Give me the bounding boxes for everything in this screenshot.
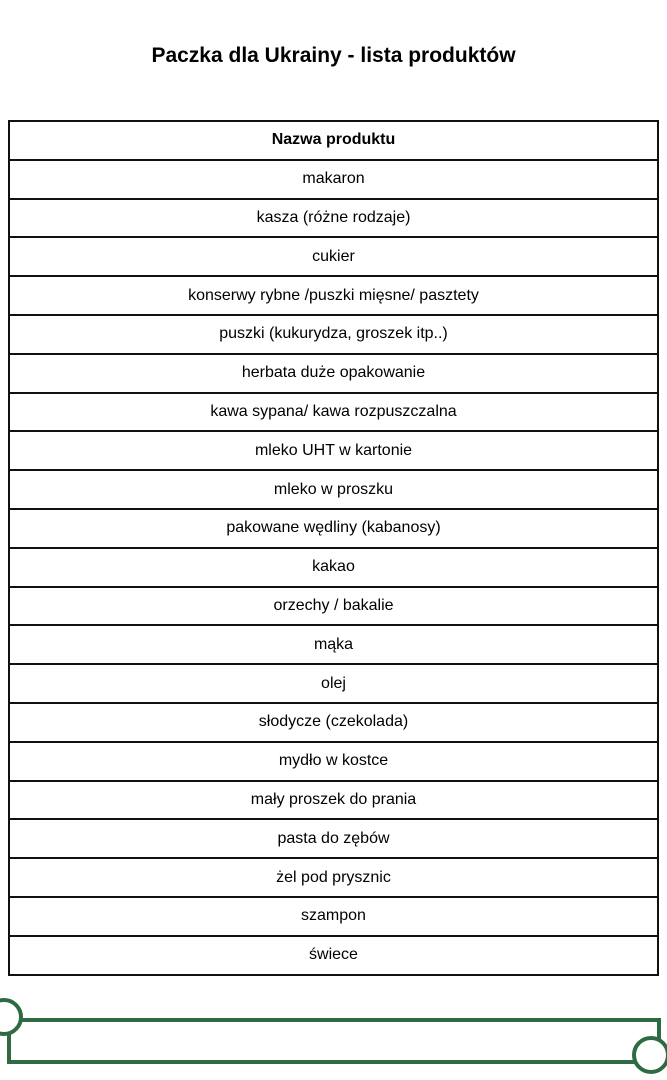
table-row	[9, 470, 658, 509]
product-cell[interactable]: mydło w kostce	[9, 742, 658, 781]
table-row	[9, 703, 658, 742]
product-cell[interactable]: mleko UHT w kartonie	[9, 431, 658, 470]
table-row	[9, 587, 658, 626]
table-row	[9, 742, 658, 781]
table-row	[9, 509, 658, 548]
table-row	[9, 897, 658, 936]
table-row	[9, 237, 658, 276]
product-cell[interactable]: szampon	[9, 897, 658, 936]
product-cell[interactable]: kakao	[9, 548, 658, 587]
product-cell[interactable]: kawa sypana/ kawa rozpuszczalna	[9, 393, 658, 432]
selection-handle-top-left[interactable]	[0, 998, 23, 1036]
product-cell[interactable]: żel pod prysznic	[9, 858, 658, 897]
selection-handle-bottom-right[interactable]	[632, 1036, 667, 1074]
product-cell[interactable]: makaron	[9, 160, 658, 199]
table-row	[9, 393, 658, 432]
table-row	[9, 199, 658, 238]
table-row	[9, 315, 658, 354]
table-row	[9, 354, 658, 393]
page-title: Paczka dla Ukrainy - lista produktów	[151, 44, 516, 67]
product-table	[8, 120, 659, 976]
table-row	[9, 664, 658, 703]
product-cell[interactable]: pakowane wędliny (kabanosy)	[9, 509, 658, 548]
table-row	[9, 276, 658, 315]
product-cell[interactable]: mąka	[9, 625, 658, 664]
column-header-product-name[interactable]: Nazwa produktu	[9, 121, 658, 160]
product-cell[interactable]: olej	[9, 664, 658, 703]
table-row	[9, 858, 658, 897]
product-cell[interactable]: słodycze (czekolada)	[9, 703, 658, 742]
table-header-row	[9, 121, 658, 160]
product-cell[interactable]: mały proszek do prania	[9, 781, 658, 820]
table-row	[9, 781, 658, 820]
table-row	[9, 160, 658, 199]
product-cell[interactable]: orzechy / bakalie	[9, 587, 658, 626]
table-row	[9, 819, 658, 858]
table-row	[9, 548, 658, 587]
product-cell-selected[interactable]: świece	[9, 936, 658, 975]
product-cell[interactable]: kasza (różne rodzaje)	[9, 199, 658, 238]
product-cell[interactable]: herbata duże opakowanie	[9, 354, 658, 393]
product-cell[interactable]: pasta do zębów	[9, 819, 658, 858]
table-row	[9, 625, 658, 664]
product-cell[interactable]: cukier	[9, 237, 658, 276]
product-cell[interactable]: mleko w proszku	[9, 470, 658, 509]
product-cell[interactable]: konserwy rybne /puszki mięsne/ pasztety	[9, 276, 658, 315]
product-cell[interactable]: puszki (kukurydza, groszek itp..)	[9, 315, 658, 354]
table-row-selected	[9, 936, 658, 975]
cell-selection-frame	[7, 1018, 661, 1064]
table-row	[9, 431, 658, 470]
